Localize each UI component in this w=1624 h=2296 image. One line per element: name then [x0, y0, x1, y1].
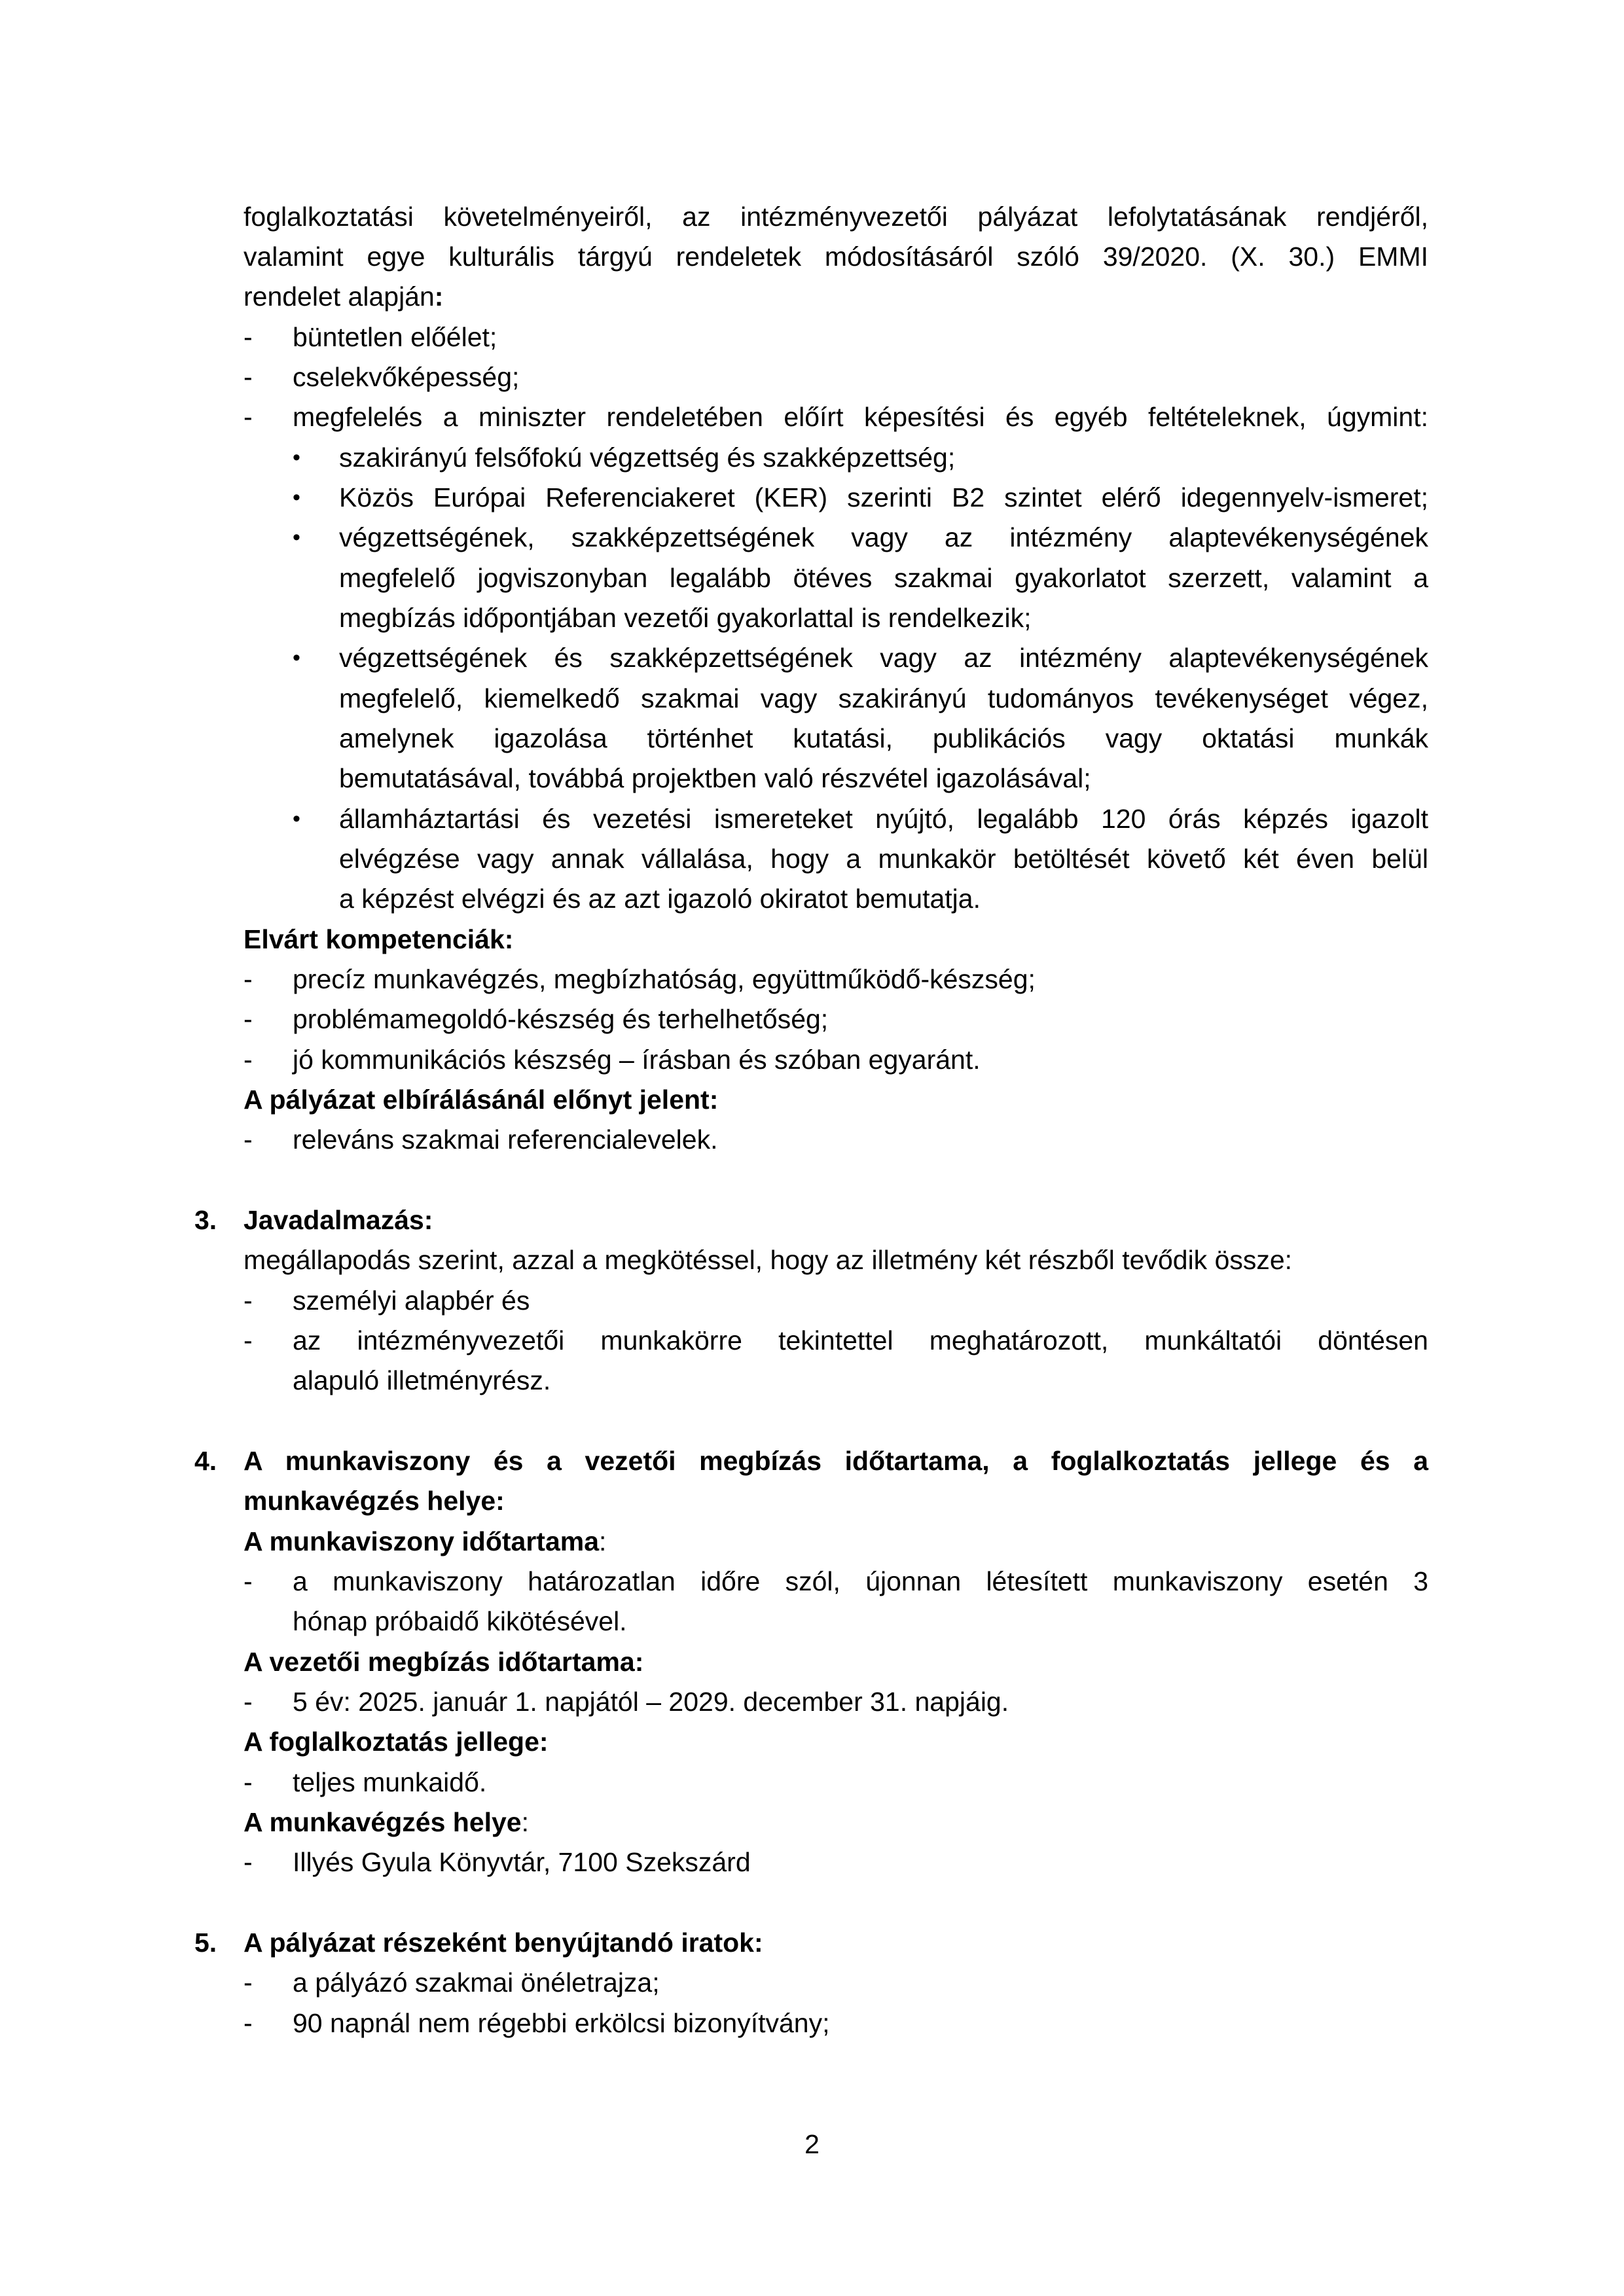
list-item: - személyi alapbér és	[0, 1280, 1624, 1321]
dash-marker: -	[244, 1566, 253, 1596]
section-title: Javadalmazás:	[244, 1205, 433, 1235]
list-item: - büntetlen előélet;	[0, 317, 1624, 357]
intro-line: foglalkoztatási követelményeiről, az intézményvezetői pályázat lefolytatásának rendjéről,	[244, 202, 1428, 232]
list-item-continuation: alapuló illetményrész.	[293, 1365, 551, 1395]
list-item: - problémamegoldó-készség és terhelhetőség;	[0, 999, 1624, 1039]
list-item-continuation: hónap próbaidő kikötésével.	[293, 1606, 627, 1636]
sub-list-item-continuation: a képzést elvégzi és az azt igazoló okiratot bemutatja.	[339, 884, 981, 914]
sub-list-item-continuation: megbízás időpontjában vezetői gyakorlattal is rendelkezik;	[339, 603, 1032, 633]
dash-marker: -	[244, 1967, 253, 1998]
sub-list-item: • végzettségének és szakképzettségének vagy az intézmény alaptevékenységének	[0, 637, 1624, 678]
section-intro: megállapodás szerint, azzal a megkötéssel, hogy az illetmény két részből tevődik össze:	[244, 1245, 1293, 1275]
bullet-marker: •	[293, 645, 300, 670]
section-number: 3.	[194, 1205, 217, 1235]
sub-list-item-continuation: megfelelő jogviszonyban legalább ötéves szakmai gyakorlatot szerzett, valamint a	[339, 563, 1428, 593]
sub-list-item: • végzettségének, szakképzettségének vagy az intézmény alaptevékenységének	[0, 517, 1624, 558]
list-item: - a pályázó szakmai önéletrajza;	[0, 1962, 1624, 2003]
dash-marker: -	[244, 2008, 253, 2038]
section-number: 5.	[194, 1928, 217, 1958]
section-heading	[0, 1441, 1624, 1481]
dash-marker: -	[244, 1004, 253, 1034]
bullet-marker: •	[293, 485, 300, 510]
list-item: - 90 napnál nem régebbi erkölcsi bizonyítvány;	[0, 2003, 1624, 2043]
advantage-heading: A pályázat elbírálásánál előnyt jelent:	[244, 1085, 719, 1115]
list-item: - a munkaviszony határozatlan időre szól, újonnan létesített munkaviszony esetén 3	[0, 1561, 1624, 1602]
subsection-label: A munkaviszony időtartama:	[244, 1526, 607, 1556]
sub-list-item-continuation: bemutatásával, továbbá projektben való részvétel igazolásával;	[339, 763, 1091, 793]
section-heading	[0, 1200, 1624, 1240]
subsection-label: A vezetői megbízás időtartama:	[244, 1647, 644, 1677]
list-item: - jó kommunikációs készség – írásban és szóban egyaránt.	[0, 1039, 1624, 1080]
dash-marker: -	[244, 1124, 253, 1155]
dash-marker: -	[244, 1687, 253, 1717]
sub-list-item-continuation: elvégzése vagy annak vállalása, hogy a munkakör betöltését követő két éven belül	[339, 844, 1428, 874]
sub-list-item: • Közös Európai Referenciakeret (KER) szerinti B2 szintet elérő idegennyelv-ismeret;	[0, 477, 1624, 518]
dash-marker: -	[244, 1285, 253, 1316]
section-title: A munkaviszony és a vezetői megbízás időtartama, a foglalkoztatás jellege és a	[244, 1446, 1428, 1476]
dash-marker: -	[244, 322, 253, 352]
list-item: - Illyés Gyula Könyvtár, 7100 Szekszárd	[0, 1842, 1624, 1882]
section-number: 4.	[194, 1446, 217, 1476]
bullet-marker: •	[293, 445, 300, 470]
dash-marker: -	[244, 1325, 253, 1355]
dash-marker: -	[244, 1045, 253, 1075]
list-item: - cselekvőképesség;	[0, 357, 1624, 397]
dash-marker: -	[244, 1767, 253, 1797]
subsection-label: A munkavégzés helye:	[244, 1807, 530, 1837]
intro-line: valamint egye kulturális tárgyú rendeletek módosításáról szóló 39/2020. (X. 30.) EMMI	[244, 242, 1428, 272]
list-item: - precíz munkavégzés, megbízhatóság, együttműködő-készség;	[0, 959, 1624, 999]
intro-line: rendelet alapján:	[244, 281, 444, 312]
bullet-marker: •	[293, 806, 300, 831]
subsection-label: A foglalkoztatás jellege:	[244, 1727, 549, 1757]
bullet-marker: •	[293, 525, 300, 550]
sub-list-item-continuation: megfelelő, kiemelkedő szakmai vagy szakirányú tudományos tevékenységet végez,	[339, 683, 1428, 713]
sub-list-item-continuation: amelynek igazolása történhet kutatási, publikációs vagy oktatási munkák	[339, 723, 1428, 753]
list-item: - megfelelés a miniszter rendeletében előírt képesítési és egyéb feltételeknek, úgymint:	[0, 397, 1624, 437]
list-item: - releváns szakmai referencialevelek.	[0, 1119, 1624, 1160]
section-heading	[0, 1922, 1624, 1963]
section-title-continuation: munkavégzés helye:	[244, 1486, 505, 1516]
list-item: - 5 év: 2025. január 1. napjától – 2029. december 31. napjáig.	[0, 1681, 1624, 1722]
sub-list-item: • szakirányú felsőfokú végzettség és szakképzettség;	[0, 437, 1624, 478]
section-title: A pályázat részeként benyújtandó iratok:	[244, 1928, 763, 1958]
page-number: 2	[804, 2129, 820, 2159]
dash-marker: -	[244, 964, 253, 994]
list-item: - az intézményvezetői munkakörre tekintettel meghatározott, munkáltatói döntésen	[0, 1320, 1624, 1361]
competencies-heading: Elvárt kompetenciák:	[244, 924, 514, 954]
dash-marker: -	[244, 1847, 253, 1877]
dash-marker: -	[244, 362, 253, 392]
list-item: - teljes munkaidő.	[0, 1762, 1624, 1803]
dash-marker: -	[244, 402, 253, 432]
sub-list-item: • államháztartási és vezetési ismereteket nyújtó, legalább 120 órás képzés igazolt	[0, 798, 1624, 839]
